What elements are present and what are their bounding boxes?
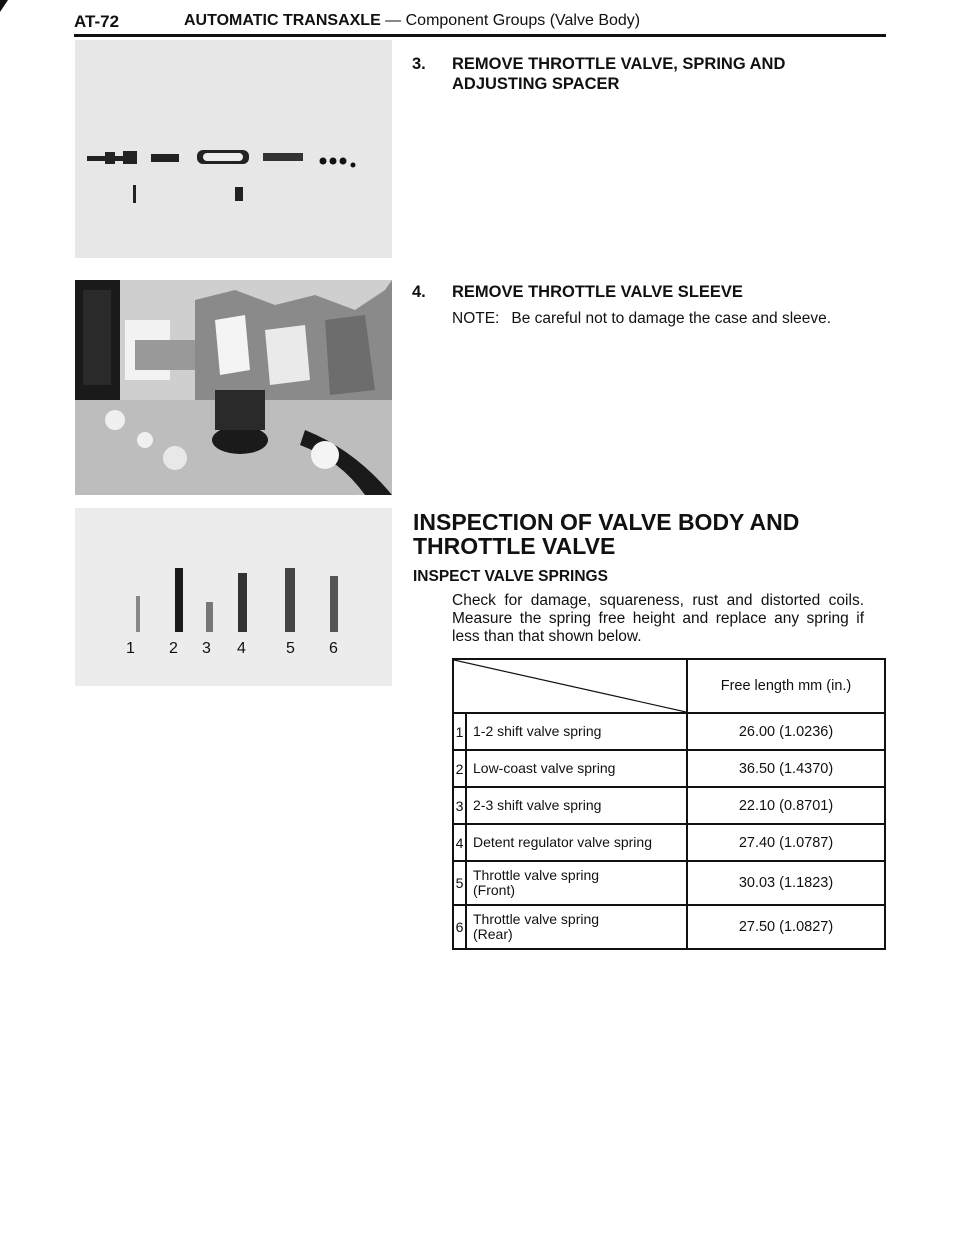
row-number: 1 — [453, 713, 466, 750]
row-number: 4 — [453, 824, 466, 861]
inspection-paragraph: Check for damage, squareness, rust and distorted coils. Measure the spring free height and replace any spring if less than that shown below. — [452, 592, 864, 645]
row-spring-name: 1-2 shift valve spring — [466, 713, 687, 750]
table-row — [453, 824, 885, 861]
row-spring-name-line1: Throttle valve spring — [473, 867, 600, 883]
spring-spec-table — [452, 658, 886, 950]
table-row — [453, 713, 885, 750]
row-free-length: 27.40 (1.0787) — [687, 824, 885, 861]
spring-label-6: 6 — [329, 640, 338, 657]
row-spring-name: Detent regulator valve spring — [466, 824, 687, 861]
page-number: AT-72 — [74, 12, 120, 31]
page-title-sub: — Component Groups (Valve Body) — [380, 12, 641, 29]
row-spring-name: 2-3 shift valve spring — [466, 787, 687, 824]
photo-valve-springs — [75, 508, 392, 686]
row-free-length: 26.00 (1.0236) — [687, 713, 885, 750]
row-free-length: 36.50 (1.4370) — [687, 750, 885, 787]
table-row — [453, 861, 885, 905]
step-note — [452, 310, 831, 328]
table-header-free-length: Free length mm (in.) — [687, 659, 885, 713]
step-number: 3. — [412, 55, 426, 73]
row-number: 6 — [453, 905, 466, 949]
page-title — [184, 12, 640, 30]
spring-label-5: 5 — [286, 640, 295, 657]
page-title-main: AUTOMATIC TRANSAXLE — [184, 12, 381, 29]
table-row — [453, 905, 885, 949]
spring-label-4: 4 — [237, 640, 246, 657]
row-spring-name: Low-coast valve spring — [466, 750, 687, 787]
table-header-row — [453, 659, 885, 713]
note-text: Be careful not to damage the case and sleeve. — [511, 310, 832, 327]
row-free-length: 27.50 (1.0827) — [687, 905, 885, 949]
step-text: REMOVE THROTTLE VALVE SLEEVE — [452, 283, 743, 301]
row-spring-name-line1: Throttle valve spring — [473, 911, 600, 927]
row-number: 5 — [453, 861, 466, 905]
spring-label-1: 1 — [126, 640, 135, 657]
spring-label-2: 2 — [169, 640, 178, 657]
row-number: 2 — [453, 750, 466, 787]
row-spring-name-line2: (Rear) — [473, 926, 513, 942]
step-number: 4. — [412, 283, 426, 301]
table-row — [453, 750, 885, 787]
spring-label-3: 3 — [202, 640, 211, 657]
row-spring-name-line2: (Front) — [473, 882, 515, 898]
row-spring-name — [466, 861, 687, 905]
table-corner-cell — [453, 659, 687, 713]
step-text: REMOVE THROTTLE VALVE, SPRING AND ADJUSTING SPACER — [452, 55, 786, 93]
row-spring-name — [466, 905, 687, 949]
row-free-length: 30.03 (1.1823) — [687, 861, 885, 905]
photo-valve-body — [75, 280, 392, 495]
subsection-title: INSPECT VALVE SPRINGS — [413, 568, 608, 585]
section-title: INSPECTION OF VALVE BODY AND THROTTLE VALVE — [413, 509, 800, 559]
photo-throttle-valve-parts — [75, 40, 392, 258]
note-label: NOTE: — [452, 310, 500, 327]
page-header — [74, 8, 886, 37]
row-number: 3 — [453, 787, 466, 824]
row-free-length: 22.10 (0.8701) — [687, 787, 885, 824]
table-row — [453, 787, 885, 824]
corner-mark — [0, 0, 8, 12]
